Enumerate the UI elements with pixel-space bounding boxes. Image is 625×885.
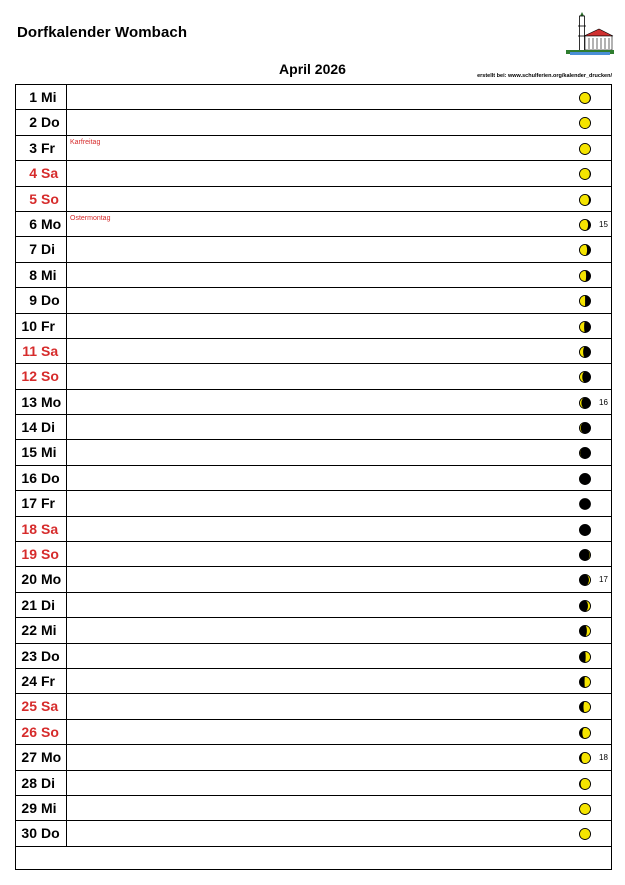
weekday-label: Mi bbox=[41, 89, 57, 105]
weekday-label: So bbox=[41, 723, 59, 740]
holiday-label: Ostermontag bbox=[70, 214, 111, 222]
weekday-label: Sa bbox=[41, 342, 59, 359]
day-row bbox=[16, 187, 611, 212]
day-number: 13 bbox=[21, 393, 37, 410]
day-row bbox=[16, 85, 611, 110]
day-number: 26 bbox=[21, 723, 37, 740]
weekday-label: Di bbox=[41, 419, 55, 436]
weekday-label: Fr bbox=[41, 495, 55, 512]
weekday-label: Mi bbox=[41, 266, 57, 283]
moon-phase-icon bbox=[579, 270, 591, 282]
moon-phase-icon bbox=[579, 194, 591, 206]
weekday-label: Di bbox=[41, 596, 55, 613]
holiday-label: Karfreitag bbox=[70, 138, 101, 146]
day-row bbox=[16, 136, 611, 161]
day-number: 17 bbox=[21, 495, 37, 512]
moon-phase-icon bbox=[579, 498, 591, 510]
column-divider bbox=[66, 618, 67, 642]
day-number: 19 bbox=[21, 546, 37, 563]
day-rows bbox=[16, 85, 611, 847]
day-row bbox=[16, 364, 611, 389]
column-divider bbox=[66, 339, 67, 363]
column-divider bbox=[66, 821, 67, 845]
moon-phase-icon bbox=[579, 422, 591, 434]
calendar-week-number: 15 bbox=[599, 219, 608, 229]
moon-phase-icon bbox=[579, 752, 591, 764]
moon-phase-icon bbox=[579, 168, 591, 180]
day-row bbox=[16, 567, 611, 592]
day-number: 29 bbox=[21, 799, 37, 816]
day-number: 7 bbox=[29, 241, 37, 258]
moon-phase-icon bbox=[579, 371, 591, 383]
column-divider bbox=[66, 466, 67, 490]
column-divider bbox=[66, 110, 67, 134]
column-divider bbox=[66, 644, 67, 668]
column-divider bbox=[66, 288, 67, 312]
day-row bbox=[16, 110, 611, 135]
calendar-week-number: 18 bbox=[599, 753, 608, 763]
weekday-label: Mo bbox=[41, 571, 62, 588]
day-number: 2 bbox=[29, 114, 37, 131]
day-row bbox=[16, 288, 611, 313]
moon-phase-icon bbox=[579, 92, 591, 104]
moon-phase-icon bbox=[579, 651, 591, 663]
column-divider bbox=[66, 694, 67, 718]
column-divider bbox=[66, 212, 67, 236]
weekday-label: So bbox=[41, 190, 59, 207]
column-divider bbox=[66, 491, 67, 515]
calendar-title: Dorfkalender Wombach bbox=[17, 24, 188, 41]
moon-phase-icon bbox=[579, 397, 591, 409]
day-row bbox=[16, 491, 611, 516]
column-divider bbox=[66, 745, 67, 769]
day-row bbox=[16, 440, 611, 465]
column-divider bbox=[66, 593, 67, 617]
column-divider bbox=[66, 187, 67, 211]
moon-phase-icon bbox=[579, 803, 591, 815]
weekday-label: Mo bbox=[41, 749, 62, 766]
weekday-label: Di bbox=[41, 241, 55, 258]
weekday-label: Fr bbox=[41, 672, 55, 689]
weekday-label: Sa bbox=[41, 698, 59, 715]
day-number: 21 bbox=[21, 596, 37, 613]
weekday-label: Mo bbox=[41, 393, 62, 410]
day-number: 28 bbox=[21, 774, 37, 791]
moon-phase-icon bbox=[579, 676, 591, 688]
day-row bbox=[16, 745, 611, 770]
day-row bbox=[16, 212, 611, 237]
moon-phase-icon bbox=[579, 346, 591, 358]
weekday-label: Do bbox=[41, 292, 60, 309]
moon-phase-icon bbox=[579, 473, 591, 485]
day-number: 22 bbox=[21, 622, 37, 639]
day-number: 16 bbox=[21, 469, 37, 486]
day-row bbox=[16, 821, 611, 846]
moon-phase-icon bbox=[579, 625, 591, 637]
day-row bbox=[16, 644, 611, 669]
day-row bbox=[16, 593, 611, 618]
day-row bbox=[16, 542, 611, 567]
day-row bbox=[16, 694, 611, 719]
column-divider bbox=[66, 440, 67, 464]
month-heading: April 2026 bbox=[279, 61, 346, 77]
day-number: 30 bbox=[21, 825, 37, 842]
weekday-label: Mi bbox=[41, 799, 57, 816]
weekday-label: Sa bbox=[41, 520, 59, 537]
day-number: 11 bbox=[22, 342, 37, 359]
day-row bbox=[16, 618, 611, 643]
column-divider bbox=[66, 415, 67, 439]
column-divider bbox=[66, 669, 67, 693]
day-number: 12 bbox=[21, 368, 37, 385]
weekday-label: Do bbox=[41, 469, 60, 486]
day-number: 23 bbox=[21, 647, 37, 664]
day-row bbox=[16, 415, 611, 440]
church-logo-icon bbox=[566, 12, 614, 56]
column-divider bbox=[66, 314, 67, 338]
day-number: 25 bbox=[21, 698, 37, 715]
calendar-week-number: 17 bbox=[599, 575, 608, 585]
column-divider bbox=[66, 542, 67, 566]
day-row bbox=[16, 161, 611, 186]
calendar-table bbox=[15, 84, 612, 870]
weekday-label: Mi bbox=[41, 444, 57, 461]
calendar-week-number: 16 bbox=[599, 397, 608, 407]
weekday-label: Fr bbox=[41, 317, 55, 334]
weekday-label: So bbox=[41, 546, 59, 563]
moon-phase-icon bbox=[579, 295, 591, 307]
column-divider bbox=[66, 771, 67, 795]
day-row bbox=[16, 339, 611, 364]
column-divider bbox=[66, 161, 67, 185]
weekday-label: Fr bbox=[41, 139, 55, 156]
moon-phase-icon bbox=[579, 701, 591, 713]
weekday-label: Do bbox=[41, 114, 60, 131]
day-number: 6 bbox=[29, 215, 37, 232]
column-divider bbox=[66, 237, 67, 261]
day-number: 5 bbox=[29, 190, 37, 207]
moon-phase-icon bbox=[579, 727, 591, 739]
weekday-label: So bbox=[41, 368, 59, 385]
weekday-label: Mo bbox=[41, 215, 62, 232]
day-number: 1 bbox=[29, 89, 37, 105]
day-row bbox=[16, 466, 611, 491]
day-row bbox=[16, 669, 611, 694]
column-divider bbox=[66, 796, 67, 820]
column-divider bbox=[66, 390, 67, 414]
moon-phase-icon bbox=[579, 574, 591, 586]
moon-phase-icon bbox=[579, 219, 591, 231]
day-row bbox=[16, 314, 611, 339]
moon-phase-icon bbox=[579, 244, 591, 256]
weekday-label: Do bbox=[41, 647, 60, 664]
moon-phase-icon bbox=[579, 828, 591, 840]
day-number: 15 bbox=[21, 444, 37, 461]
day-row bbox=[16, 517, 611, 542]
moon-phase-icon bbox=[579, 321, 591, 333]
moon-phase-icon bbox=[579, 600, 591, 612]
day-number: 24 bbox=[21, 672, 37, 689]
day-number: 3 bbox=[29, 139, 37, 156]
moon-phase-icon bbox=[579, 117, 591, 129]
day-row bbox=[16, 390, 611, 415]
day-row bbox=[16, 720, 611, 745]
column-divider bbox=[66, 364, 67, 388]
credit-text: erstellt bei: www.schulferien.org/kalender_drucken/ bbox=[477, 73, 612, 79]
day-number: 10 bbox=[21, 317, 37, 334]
weekday-label: Sa bbox=[41, 165, 59, 182]
column-divider bbox=[66, 517, 67, 541]
day-number: 20 bbox=[21, 571, 37, 588]
moon-phase-icon bbox=[579, 447, 591, 459]
weekday-label: Do bbox=[41, 825, 60, 842]
column-divider bbox=[66, 85, 67, 109]
weekday-label: Di bbox=[41, 774, 55, 791]
day-number: 27 bbox=[21, 749, 37, 766]
day-row bbox=[16, 263, 611, 288]
moon-phase-icon bbox=[579, 778, 591, 790]
moon-phase-icon bbox=[579, 524, 591, 536]
column-divider bbox=[66, 567, 67, 591]
column-divider bbox=[66, 720, 67, 744]
column-divider bbox=[66, 136, 67, 160]
weekday-label: Mi bbox=[41, 622, 57, 639]
day-row bbox=[16, 771, 611, 796]
column-divider bbox=[66, 263, 67, 287]
day-number: 8 bbox=[29, 266, 37, 283]
day-row bbox=[16, 237, 611, 262]
day-number: 4 bbox=[29, 165, 37, 182]
day-row bbox=[16, 796, 611, 821]
day-number: 9 bbox=[29, 292, 37, 309]
day-number: 18 bbox=[21, 520, 37, 537]
moon-phase-icon bbox=[579, 549, 591, 561]
day-number: 14 bbox=[21, 419, 37, 436]
moon-phase-icon bbox=[579, 143, 591, 155]
